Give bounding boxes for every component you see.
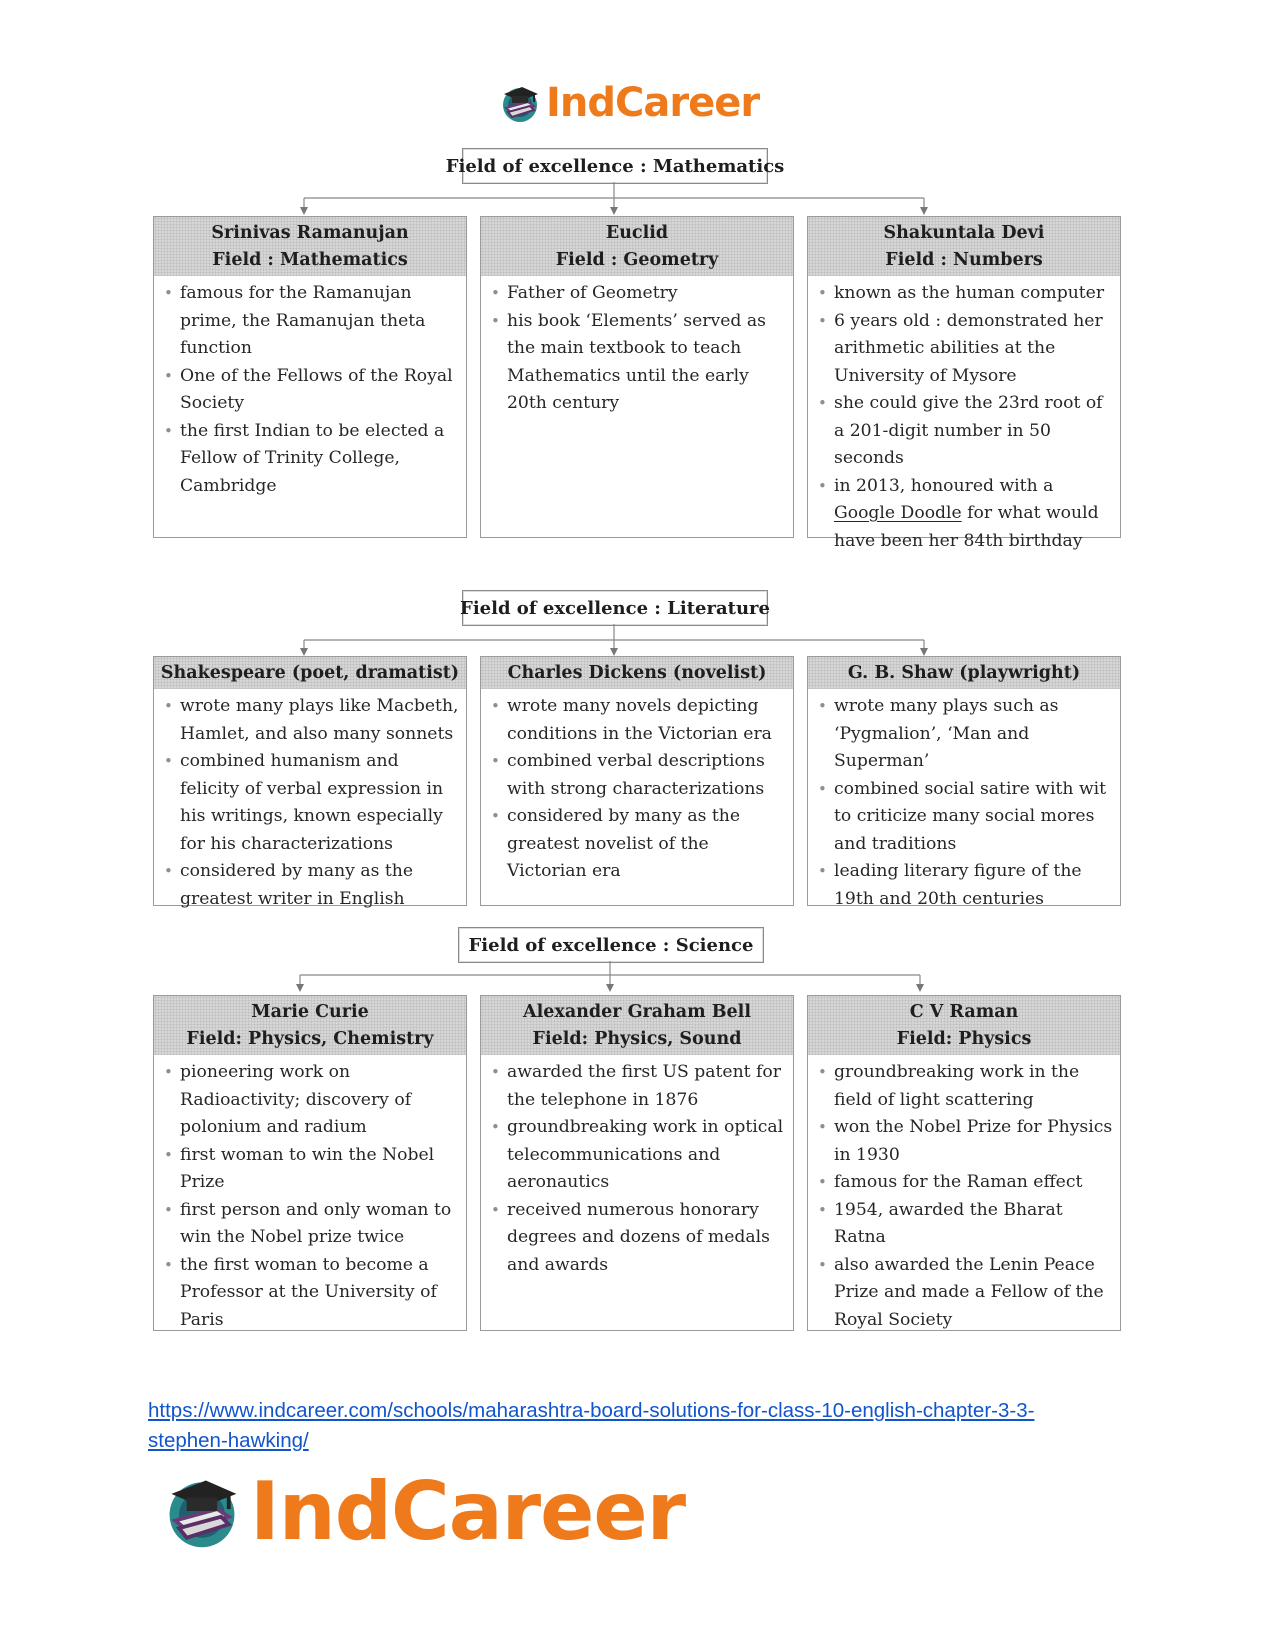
field-label: Field of excellence : Literature — [460, 597, 770, 619]
text-run: in 2013, honoured with a — [834, 475, 1054, 496]
card-header — [481, 657, 793, 689]
list-item: • One of the Fellows of the Royal Society — [162, 363, 460, 418]
person-card-shakuntala-devi — [807, 216, 1121, 551]
person-card-charles-dickens — [480, 656, 794, 906]
list-item: • 6 years old : demonstrated her arithmetic abilities at the University of Mysore — [816, 308, 1114, 391]
achievement-list — [808, 276, 1120, 559]
list-item — [816, 473, 1114, 556]
logo-wordmark: IndCareer — [250, 1464, 686, 1558]
graduation-cap-book-icon — [498, 82, 542, 124]
logo-wordmark: IndCareer — [546, 80, 760, 126]
person-name: Charles Dickens (novelist) — [507, 663, 767, 683]
section-literature — [153, 590, 1121, 910]
list-item: • won the Nobel Prize for Physics in 1930 — [816, 1114, 1114, 1169]
section-science — [153, 927, 1121, 1349]
person-name: Shakuntala Devi — [883, 223, 1045, 243]
list-item: • awarded the first US patent for the telephone in 1876 — [489, 1059, 787, 1114]
card-header — [481, 996, 793, 1055]
list-item: • considered by many as the greatest novelist of the Victorian era — [489, 803, 787, 886]
achievement-list — [808, 689, 1120, 917]
field-label: Field of excellence : Science — [468, 934, 754, 956]
list-item: • known as the human computer — [816, 280, 1114, 308]
card-header — [154, 996, 466, 1055]
achievement-list — [154, 1055, 466, 1338]
person-card-shakespeare — [153, 656, 467, 909]
person-card-marie-curie — [153, 995, 467, 1331]
list-item: • famous for the Ramanujan prime, the Ramanujan theta function — [162, 280, 460, 363]
list-item: • combined verbal descriptions with strong characterizations — [489, 748, 787, 803]
person-name: Srinivas Ramanujan — [211, 223, 409, 243]
list-item: • groundbreaking work in optical telecommunications and aeronautics — [489, 1114, 787, 1197]
person-field: Field : Geometry — [555, 250, 719, 270]
person-name: G. B. Shaw (playwright) — [847, 663, 1081, 683]
card-header — [154, 657, 466, 689]
field-label-box — [458, 927, 764, 963]
card-header — [808, 996, 1120, 1055]
person-card-ramanujan — [153, 216, 467, 538]
list-item: • Father of Geometry — [489, 280, 787, 308]
achievement-list — [481, 276, 793, 422]
achievement-list — [154, 689, 466, 917]
list-item: • wrote many novels depicting conditions in the Victorian era — [489, 693, 787, 748]
list-item: • she could give the 23rd root of a 201-digit number in 50 seconds — [816, 390, 1114, 473]
graduation-cap-book-icon — [160, 1470, 244, 1552]
list-item: • wrote many plays such as ‘Pygmalion’, ‘Man and Superman’ — [816, 693, 1114, 776]
list-item: • pioneering work on Radioactivity; discovery of polonium and radium — [162, 1059, 460, 1142]
list-item: • famous for the Raman effect — [816, 1169, 1114, 1197]
list-item: • first woman to win the Nobel Prize — [162, 1142, 460, 1197]
list-item: • combined humanism and felicity of verbal expression in his writings, known especially for his characterizations — [162, 748, 460, 858]
field-label: Field of excellence : Mathematics — [445, 155, 785, 177]
person-name: C V Raman — [909, 1002, 1019, 1022]
list-item: • received numerous honorary degrees and dozens of medals and awards — [489, 1197, 787, 1280]
person-name: Marie Curie — [251, 1002, 369, 1022]
list-item: • also awarded the Lenin Peace Prize and made a Fellow of the Royal Society — [816, 1252, 1114, 1335]
list-item: • first person and only woman to win the Nobel prize twice — [162, 1197, 460, 1252]
person-name: Euclid — [605, 223, 669, 243]
list-item: • wrote many plays like Macbeth, Hamlet, and also many sonnets — [162, 693, 460, 748]
text-run: for what would have been her 84th birthday — [834, 503, 1099, 551]
google-doodle-term: Google Doodle — [834, 503, 962, 523]
field-label-box — [462, 590, 768, 626]
person-field: Field: Physics, Chemistry — [186, 1029, 434, 1049]
card-header — [808, 657, 1120, 689]
person-card-cv-raman — [807, 995, 1121, 1331]
list-item: • combined social satire with wit to criticize many social mores and traditions — [816, 776, 1114, 859]
person-card-gb-shaw — [807, 656, 1121, 909]
card-header — [481, 217, 793, 276]
indcareer-logo-bottom[interactable] — [160, 1466, 685, 1556]
list-item: • groundbreaking work in the field of light scattering — [816, 1059, 1114, 1114]
person-card-euclid — [480, 216, 794, 538]
list-item: • considered by many as the greatest writer in English — [162, 858, 460, 913]
card-header — [154, 217, 466, 276]
achievement-list — [154, 276, 466, 504]
person-card-alexander-graham-bell — [480, 995, 794, 1331]
person-field: Field: Physics — [896, 1029, 1032, 1049]
section-mathematics — [153, 148, 1121, 551]
card-header — [808, 217, 1120, 276]
achievement-list — [808, 1055, 1120, 1338]
person-name: Alexander Graham Bell — [523, 1002, 751, 1022]
list-item: • leading literary figure of the 19th and 20th centuries — [816, 858, 1114, 913]
list-item: • his book ‘Elements’ served as the main textbook to teach Mathematics until the early 20th century — [489, 308, 787, 418]
indcareer-logo-top[interactable] — [498, 80, 759, 126]
source-link[interactable]: https://www.indcareer.com/schools/maharashtra-board-solutions-for-class-10-english-chapter-3-3-stephen-hawking/ — [148, 1399, 1035, 1452]
person-field: Field: Physics, Sound — [532, 1029, 742, 1049]
person-field: Field : Mathematics — [212, 250, 408, 270]
field-label-box — [445, 148, 785, 184]
achievement-list — [481, 689, 793, 890]
person-name: Shakespeare (poet, dramatist) — [160, 663, 460, 683]
list-item: • the first woman to become a Professor at the University of Paris — [162, 1252, 460, 1335]
person-field: Field : Numbers — [885, 250, 1043, 270]
achievement-list — [481, 1055, 793, 1283]
list-item: • the first Indian to be elected a Fellow of Trinity College, Cambridge — [162, 418, 460, 501]
list-item: • 1954, awarded the Bharat Ratna — [816, 1197, 1114, 1252]
